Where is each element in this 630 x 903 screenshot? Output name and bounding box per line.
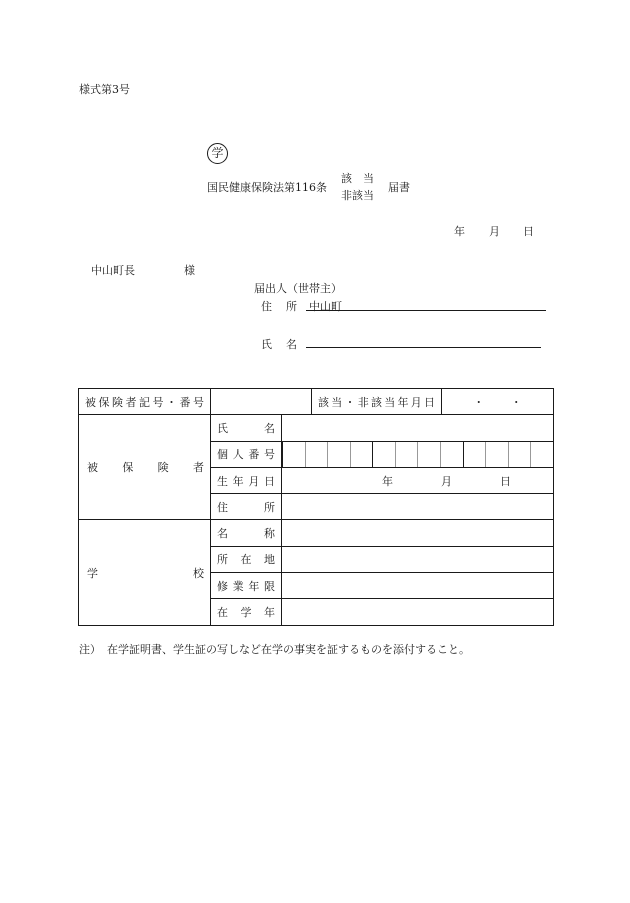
insured-name-label: 氏 名 [211,415,282,441]
insured-personal-number-boxes[interactable] [282,441,554,467]
school-location-value[interactable] [282,546,554,572]
form-number: 様式第3号 [79,83,130,96]
applicable-date-value[interactable] [442,389,554,415]
address-underline [306,310,546,311]
school-study-period-label: 修 業 年 限 [211,573,282,599]
school-grade-value[interactable] [282,599,554,625]
insured-personal-number-label: 個 人 番 号 [211,441,282,467]
date-year-label: 年 [454,225,465,238]
title-option-applicable: 該 当 [341,172,374,185]
insured-group-label: 被 保 険 者 [79,415,211,520]
applicable-date-label: 該 当 ・ 非 該 当 年 月 日 [312,389,442,415]
table-row [79,389,554,415]
table-row [79,415,554,441]
date-month-label: 月 [489,225,500,238]
insured-birthdate-value[interactable]: 年 月 日 [282,467,554,493]
title-suffix: 届書 [388,181,410,194]
notifier-address-label-2: 所 [286,300,297,313]
date-separator: ・ [473,395,485,409]
insured-address-value[interactable] [282,494,554,520]
school-group-label: 学 校 [79,520,211,625]
notifier-address-label-1: 住 [261,300,272,313]
school-location-label: 所 在 地 [211,546,282,572]
addressee-honorific: 様 [184,264,195,277]
insured-symbol-number-value[interactable] [211,389,312,415]
notifier-name-label-2: 名 [286,338,297,351]
date-separator: ・ [510,395,522,409]
title-prefix: 国民健康保険法第116条 [207,181,327,194]
school-name-value[interactable] [282,520,554,546]
insured-address-label: 住 所 [211,494,282,520]
notifier-address-value: 中山町 [309,300,342,313]
note-mark: 注） [79,643,101,656]
notifier-name-label-1: 氏 [261,338,272,351]
date-day-label: 日 [523,225,534,238]
table-row [79,520,554,546]
notifier-heading: 届出人（世帯主） [254,282,342,295]
insured-school-form-table [78,388,554,626]
school-name-label: 名 称 [211,520,282,546]
insured-name-value[interactable] [282,415,554,441]
name-underline [306,347,541,348]
school-grade-label: 在 学 年 [211,599,282,625]
insured-symbol-number-label: 被 保 険 者 記 号 ・ 番 号 [79,389,211,415]
school-study-period-value[interactable] [282,573,554,599]
addressee-name: 中山町長 [91,264,135,277]
title-option-not-applicable: 非該当 [341,189,374,202]
note-text: 在学証明書、学生証の写しなど在学の事実を証するものを添付すること。 [107,643,470,656]
insured-birthdate-label: 生 年 月 日 [211,467,282,493]
school-seal-mark: 学 [207,143,228,164]
